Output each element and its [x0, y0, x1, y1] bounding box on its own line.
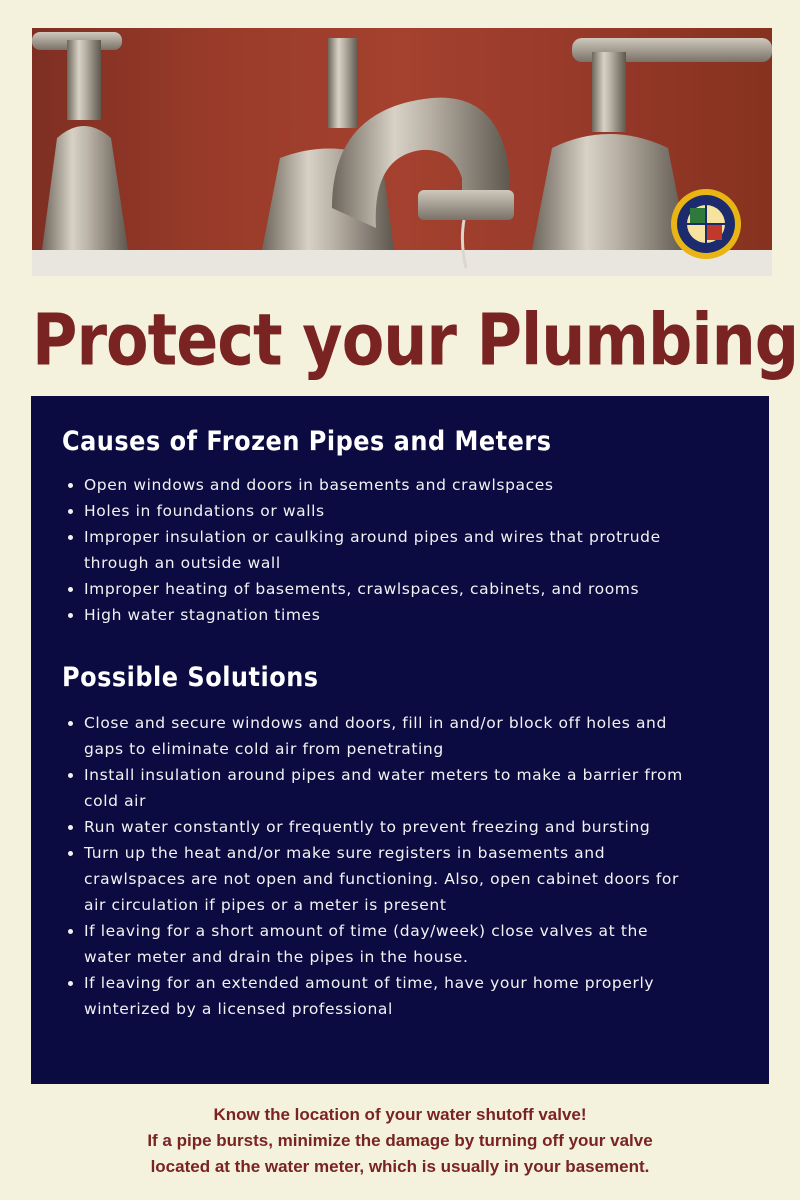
list-item: • Holes in foundations or walls	[84, 498, 684, 524]
list-item: • Install insulation around pipes and water meters to make a barrier from cold air	[84, 762, 684, 814]
list-item: • Improper insulation or caulking around pipes and wires that protrude through an outside wall	[84, 524, 684, 576]
solutions-list	[62, 710, 684, 1022]
info-panel	[31, 396, 769, 1084]
causes-list	[62, 472, 684, 628]
list-item: • High water stagnation times	[84, 602, 684, 628]
list-item: • Open windows and doors in basements and crawlspaces	[84, 472, 684, 498]
list-item: • Close and secure windows and doors, fill in and/or block off holes and gaps to eliminate cold air from penetrating	[84, 710, 684, 762]
footer-line: If a pipe bursts, minimize the damage by turning off your valve	[147, 1131, 653, 1150]
list-item: • Improper heating of basements, crawlspaces, cabinets, and rooms	[84, 576, 684, 602]
footer-notice	[32, 1102, 768, 1180]
list-item: • If leaving for an extended amount of time, have your home properly winterized by a licensed professional	[84, 970, 684, 1022]
list-item: • If leaving for a short amount of time (day/week) close valves at the water meter and drain the pipes in the house.	[84, 918, 684, 970]
causes-heading: Causes of Frozen Pipes and Meters	[62, 426, 552, 457]
faucet-illustration	[32, 28, 772, 276]
hero-faucet-image	[32, 28, 772, 276]
footer-line: located at the water meter, which is usually in your basement.	[150, 1157, 650, 1176]
solutions-heading: Possible Solutions	[62, 662, 319, 693]
footer-line: Know the location of your water shutoff valve!	[213, 1105, 587, 1124]
page-title: Protect your Plumbing	[32, 298, 799, 382]
list-item: • Run water constantly or frequently to prevent freezing and bursting	[84, 814, 684, 840]
city-seal-icon	[670, 188, 742, 260]
list-item: • Turn up the heat and/or make sure registers in basements and crawlspaces are not open and functioning. Also, open cabinet doors for air circulation if pipes or a meter is present	[84, 840, 684, 918]
